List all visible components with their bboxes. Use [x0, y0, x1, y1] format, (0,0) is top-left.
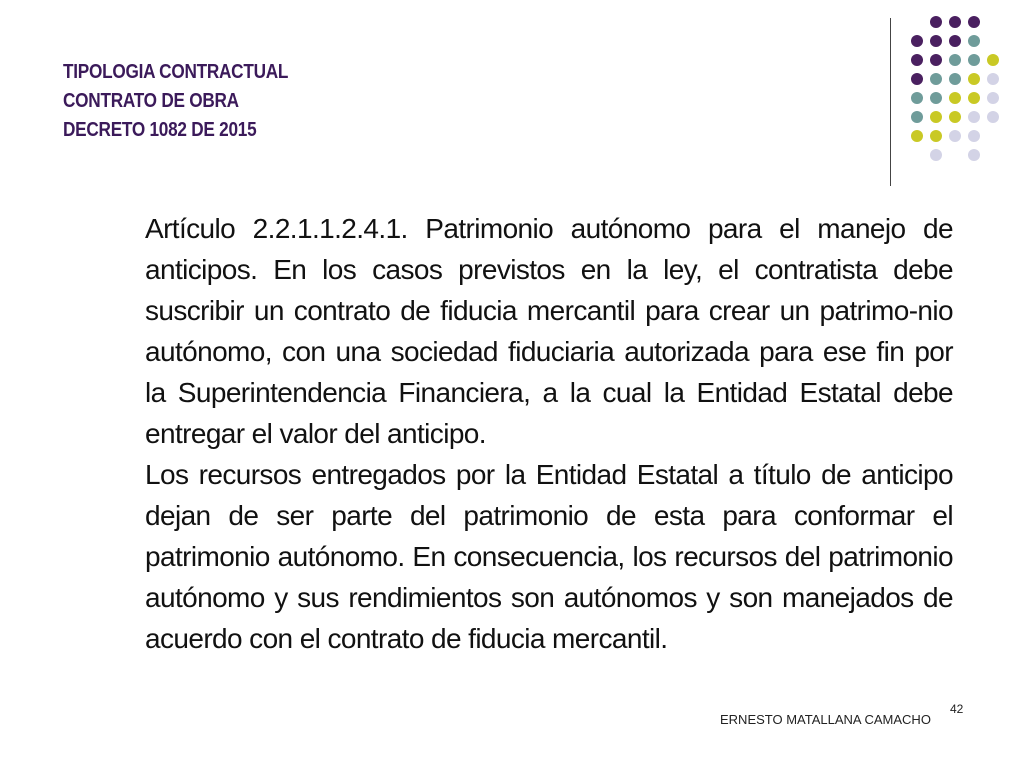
- decorative-dot: [930, 54, 942, 66]
- decorative-dot: [930, 92, 942, 104]
- decorative-dot: [968, 149, 980, 161]
- decorative-dot: [949, 92, 961, 104]
- decorative-dot: [968, 35, 980, 47]
- decorative-dot: [930, 16, 942, 28]
- decorative-dot: [968, 92, 980, 104]
- decorative-dot: [930, 111, 942, 123]
- decorative-dot: [987, 73, 999, 85]
- decorative-dot: [949, 54, 961, 66]
- decorative-dot: [930, 149, 942, 161]
- title-line-2: CONTRATO DE OBRA: [63, 90, 239, 112]
- decorative-dot: [911, 92, 923, 104]
- title-line-1: TIPOLOGIA CONTRACTUAL: [63, 61, 289, 83]
- decorative-dot: [930, 130, 942, 142]
- article-paragraph-2: Los recursos entregados por la Entidad Estatal a título de anticipo dejan de ser parte del patrimonio de esta para conformar el patrimonio autónomo. En consecuencia, los recursos del patrimonio autónomo y sus rendimientos son autónomos y son manejados de acuerdo con el contrato de fiducia mercantil.: [145, 459, 953, 654]
- decorative-dot: [949, 111, 961, 123]
- decorative-dot: [930, 35, 942, 47]
- article-paragraph-1: Artículo 2.2.1.1.2.4.1. Patrimonio autónomo para el manejo de anticipos. En los casos previstos en la ley, el contratista debe suscribir un contrato de fiducia mercantil para crear un patrimo-nio autónomo, con una sociedad fiduciaria autorizada para ese fin por la Superintendencia Financiera, a la cual la Entidad Estatal debe entregar el valor del anticipo.: [145, 213, 953, 449]
- decorative-dot: [911, 73, 923, 85]
- decorative-dot: [968, 130, 980, 142]
- slide-title: [63, 58, 288, 145]
- decorative-dot: [911, 35, 923, 47]
- decorative-dot: [949, 16, 961, 28]
- decorative-dot: [911, 111, 923, 123]
- footer-author: ERNESTO MATALLANA CAMACHO: [720, 712, 931, 727]
- decorative-dot: [987, 92, 999, 104]
- decorative-dot: [949, 73, 961, 85]
- decorative-dot: [930, 73, 942, 85]
- decorative-dot: [949, 35, 961, 47]
- decorative-dot: [911, 130, 923, 142]
- decorative-dot: [987, 111, 999, 123]
- decorative-dot: [949, 130, 961, 142]
- decorative-dot: [911, 54, 923, 66]
- decorative-dot: [968, 54, 980, 66]
- page-number: 42: [950, 702, 964, 716]
- decorative-dot: [968, 16, 980, 28]
- article-text: [145, 208, 953, 659]
- decorative-dot: [987, 54, 999, 66]
- vertical-divider: [890, 18, 891, 186]
- title-line-3: DECRETO 1082 DE 2015: [63, 119, 257, 141]
- decorative-dot: [968, 73, 980, 85]
- decorative-dot: [968, 111, 980, 123]
